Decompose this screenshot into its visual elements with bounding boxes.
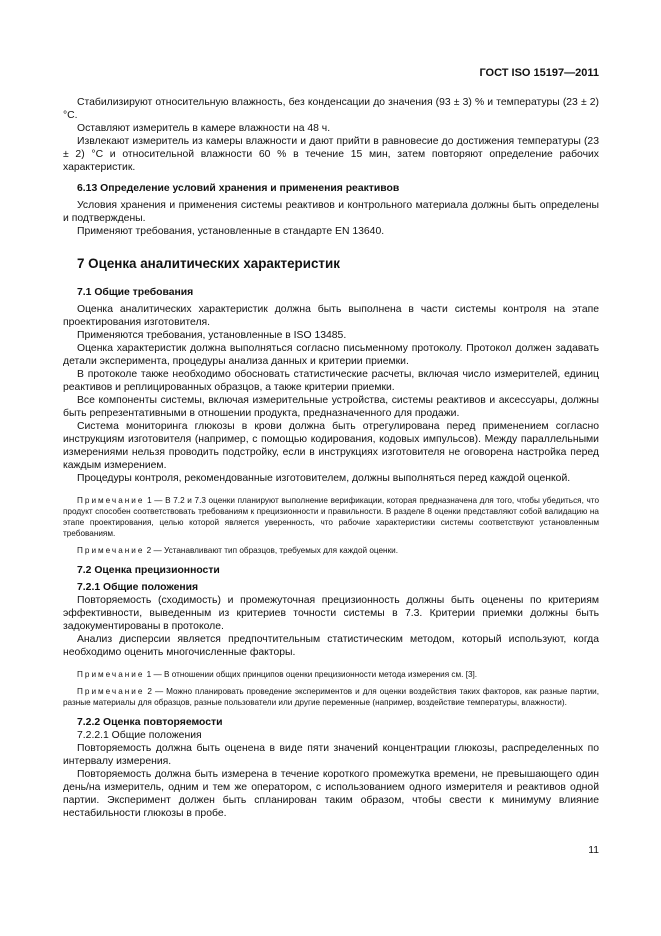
note-text: 2 — Устанавливают тип образцов, требуемых для каждой оценки. [146, 546, 398, 555]
paragraph: Повторяемость должна быть оценена в виде пяти значений концентрации глюкозы, распределенных по интервалу измерения. [63, 743, 599, 767]
note-label: Примечание [77, 546, 145, 555]
paragraph: Повторяемость (сходимость) и промежуточная прецизионность должны быть оценены по критериям эффективности, выведенным из критериев точности системы в 7.3. Критерии приемки должны быть задокументированы в протоколе. [63, 595, 599, 632]
subsection-heading-7-2-2: 7.2.2 Оценка повторяемости [77, 717, 223, 728]
paragraph: Все компоненты системы, включая измерительные устройства, системы реактивов и аксессуары, должны быть репрезентативными в отношении продукта, предназначенного для продажи. [63, 395, 599, 419]
subsection-heading-6-13: 6.13 Определение условий хранения и применения реактивов [77, 183, 400, 194]
paragraph: Оставляют измеритель в камере влажности на 48 ч. [77, 123, 331, 134]
note [63, 669, 599, 680]
paragraph: Применяются требования, установленные в ISO 13485. [77, 330, 347, 341]
paragraph: Анализ дисперсии является предпочтительным статистическим методом, который используют, когда необходимо оценить многочисленные факторы. [63, 634, 599, 658]
note-label: Примечание [77, 670, 145, 679]
paragraph: Условия хранения и применения системы реактивов и контрольного материала должны быть определены и подтверждены. [63, 200, 599, 224]
clause-heading-7-2-2-1: 7.2.2.1 Общие положения [77, 730, 202, 741]
subsection-heading-7-2: 7.2 Оценка прецизионности [77, 565, 220, 576]
note-text: 1 — В отношении общих принципов оценки прецизионности метода измерения см. [3]. [146, 670, 478, 679]
page-content [63, 96, 599, 820]
note [63, 686, 599, 708]
standard-code-header: ГОСТ ISO 15197—2011 [479, 67, 599, 79]
paragraph: Повторяемость должна быть измерена в течение короткого промежутка времени, не превышающего один день/на измеритель, одним и тем же оператором, с использованием одного измерителя и реактивов одной партии. Эксперимент должен быть спланирован таким образом, чтобы свести к минимуму влияние нестабильности глюкозы в пробе. [63, 769, 599, 819]
section-heading-7: 7 Оценка аналитических характеристик [77, 256, 340, 271]
paragraph: Извлекают измеритель из камеры влажности и дают прийти в равновесие до достижения температуры (23 ± 2) °С и относительной влажности 60 % в течение 15 мин, затем повторяют определение рабочих характеристик. [63, 136, 599, 173]
page-number: 11 [588, 845, 599, 856]
note-text: 2 — Можно планировать проведение экспериментов и для оценки воздействия таких факторов, как разные партии, разные материалы для образцов, разные пользователи или другие переменные (например, воздействие температуры, влажности). [63, 687, 599, 707]
note-text: 1 — В 7.2 и 7.3 оценки планируют выполнение верификации, которая предназначена для того, чтобы убедиться, что продукт способен соответствовать требованиям к прецизионности и правильности. В разделе 8 оценки представляют собой валидацию на этапе проектирования, целью которой является уверенность, что рабочие характеристики системы соответствуют установленным требованиям. [63, 496, 600, 538]
note-label: Примечание [77, 496, 145, 505]
paragraph: Оценка характеристик должна выполняться согласно письменному протоколу. Протокол должен задавать детали эксперимента, процедуры анализа данных и критерии приемки. [63, 343, 599, 367]
note [63, 495, 599, 539]
subsection-heading-7-1: 7.1 Общие требования [77, 287, 194, 298]
paragraph: Оценка аналитических характеристик должна быть выполнена в части системы контроля на этапе проектирования изготовителя. [63, 304, 599, 328]
paragraph: Применяют требования, установленные в стандарте EN 13640. [77, 226, 385, 237]
note-label: Примечание [77, 687, 145, 696]
paragraph: В протоколе также необходимо обосновать статистические расчеты, включая число измерителей, единиц реактивов и реплицированных образцов, а также критерии приемки. [63, 369, 599, 393]
note [63, 545, 599, 556]
paragraph: Процедуры контроля, рекомендованные изготовителем, должны выполняться перед каждой оценкой. [77, 473, 571, 484]
subsection-heading-7-2-1: 7.2.1 Общие положения [77, 582, 199, 593]
paragraph: Стабилизируют относительную влажность, без конденсации до значения (93 ± 3) % и температуры (23 ± 2) °С. [63, 97, 599, 121]
paragraph: Система мониторинга глюкозы в крови должна быть отрегулирована перед применением согласно инструкциям изготовителя (например, с помощью кодирования, кодовых импульсов). Между параллельными измерениями нельзя проводить подстройку, если в инструкциях изготовителя не оговорена настройка перед каждым измерением. [63, 421, 599, 471]
